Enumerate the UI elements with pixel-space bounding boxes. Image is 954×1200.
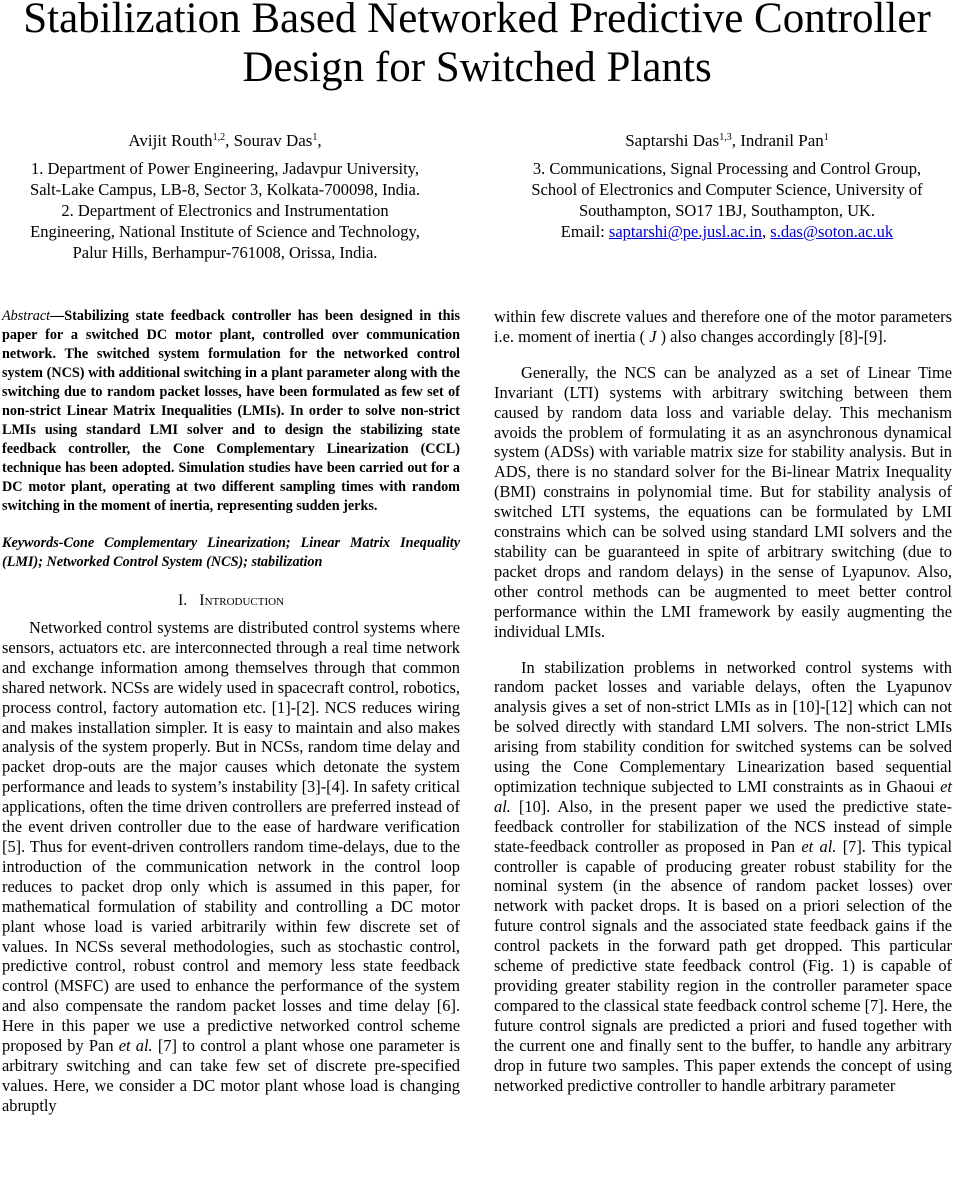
section-title: Introduction (199, 592, 285, 609)
title-line-2: Design for Switched Plants (242, 44, 712, 91)
paragraph-text: [7]. This typical controller is capable of producing greater robust stability for the nominal system (in the absence of random packet losses) over network with packet drops. It is based on a priori selection of the future control signals and the associated state feedback gains if the control packets in the forward path get dropped. This particular scheme of predictive state feedback control (Fig. 1) is capable of providing greater stability region in the controller parameter space compared to the classical state feedback control scheme [7]. Here, the future control signals are predicted a priori and fused together with the current one and finally sent to the buffer, to handle any arbitrary drop in future two samples. This paper extends the concept of using networked predictive controller to handle arbitrary parameter (494, 836, 952, 1095)
title-line-1: Stabilization Based Networked Predictive Controller (23, 0, 931, 42)
paragraph-text: ) also changes accordingly [8]-[9]. (656, 326, 887, 346)
author-block-right (500, 130, 954, 242)
author-superscript: 1 (823, 132, 829, 143)
left-column (2, 307, 460, 1116)
section-heading (2, 590, 460, 612)
paragraph (494, 307, 952, 347)
paragraph: Generally, the NCS can be analyzed as a set of Linear Time Invariant (LTI) systems with arbitrary switching between them caused by random data loss and variable delay. This mechanism avoids the problem of formulating it as an asynchronous dynamical system (ADSs) with variable matrix size for stability analysis. But in ADS, there is no standard solver for the Bi-linear Matrix Inequality (BMI) constrains in polynomial time. But for stability analysis of switched LTI systems, the equations can be formulated by LMI constrains which can be solved using standard LMI solvers and the stability can be guaranteed in spite of arbitrary switching (due to packet drops and random delays) in the sense of Lyapunov. Also, other control methods can be augmented to meet better control performance within the LMI framework by easily augmenting the individual LMIs. (494, 362, 952, 641)
author-block-left (0, 130, 450, 263)
affiliation-line: Southampton, SO17 1BJ, Southampton, UK. (578, 201, 876, 220)
affiliation-line: 1. Department of Power Engineering, Jadavpur University, (31, 159, 419, 178)
affiliation-line: 3. Communications, Signal Processing and Control Group, (532, 159, 922, 178)
affiliation-line: 2. Department of Electronics and Instrumentation (61, 201, 389, 220)
section-number: I. (177, 592, 188, 609)
author-separator: , (731, 131, 741, 150)
paper-title (0, 0, 954, 92)
affiliation-line: Engineering, National Institute of Science and Technology, (30, 222, 420, 241)
paragraph-text: within few discrete values and therefore one of the motor parameters i.e. moment of inertia ( (494, 307, 952, 346)
email-label: Email: (560, 222, 609, 241)
author-superscript: 1,2 (212, 132, 226, 143)
paragraph-text: [10]. Also, in the present paper we used the predictive state-feedback controller for stabilization of the NCS instead of simple state-feedback controller as proposed in Pan (494, 796, 952, 856)
author-separator: , (317, 131, 322, 150)
paragraph-gap (494, 642, 952, 658)
author-superscript: 1,3 (719, 132, 732, 143)
author-name: Indranil Pan (740, 131, 824, 150)
author-superscript: 1 (312, 132, 318, 143)
author-name: Saptarshi Das (625, 131, 720, 150)
abstract-text: —Stabilizing state feedback controller has been designed in this paper for a switched DC motor plant, controlled over communication network. The switched system formulation for the networked control system (NCS) with additional switching in a plant parameter along with the switching due to random packet losses, have been formulated as few set of non-strict Linear Matrix Inequalities (LMIs). In order to solve non-strict LMIs using standard LMI solver and to design the stabilizing state feedback controller, the Cone Complementary Linearization (CCL) technique has been adopted. Simulation studies have been carried out for a DC motor plant, operating at two different sampling times with random switching in the moment of inertia, representing sudden jerks. (2, 308, 460, 514)
email-line (500, 221, 954, 242)
author-names-right (500, 130, 954, 151)
abstract (2, 307, 460, 516)
email-link-1[interactable]: saptarshi@pe.jusl.ac.in (608, 222, 763, 241)
et-al: et al. (801, 836, 837, 856)
paragraph (494, 658, 952, 1096)
author-name: Sourav Das (233, 131, 313, 150)
email-separator: , (762, 222, 771, 241)
paragraph (2, 618, 460, 1116)
author-name: Avijit Routh (128, 131, 213, 150)
et-al: et al. (494, 776, 952, 816)
abstract-lead: Abstract (2, 308, 51, 324)
author-separator: , (225, 131, 234, 150)
et-al: et al. (118, 1036, 153, 1056)
paragraph-text: [7] to control a plant whose one parameter is arbitrary switching and can take few set of discrete pre-specified values. Here, we consider a DC motor plant whose load is changing abruptly (2, 1036, 461, 1115)
author-names-left (0, 130, 450, 151)
email-link-2[interactable]: s.das@soton.ac.uk (770, 222, 894, 241)
affiliation-line: Palur Hills, Berhampur-761008, Orissa, India. (72, 243, 378, 262)
affiliation-line: Salt-Lake Campus, LB-8, Sector 3, Kolkata-700098, India. (30, 180, 420, 199)
math-symbol: J (649, 326, 657, 346)
paragraph-text: Networked control systems are distributed control systems where sensors, actuators etc. are interconnected through a real time network and exchange information among themselves through that common shared network. NCSs are widely used in spacecraft control, robotics, process control, factory automation etc. [1]-[2]. NCS reduces wiring and makes installation simpler. It is easy to maintain and also makes analysis of the system properly. But in NCSs, random time delay and packet drop-outs are the major causes which detonate the system performance and leads to system’s instability [3]-[4]. In safety critical applications, often the time driven controllers are preferred instead of the event driven controller due to the ease of hardware verification [5]. Thus for event-driven controllers random time-delays, due to the introduction of the communication network in the control loop reduces to packet drop only which is assumed in this paper, for mathematical formulation of stability and controlling a DC motor plant whose load is varied arbitrarily within few discrete set of values. In NCSs several methodologies, such as stochastic control, predictive control, robust control and memory less state feedback control (MSFC) are used to enhance the performance of the system and also compensate the random packet losses and time delay [6]. Here in this paper we use a predictive networked control scheme proposed by Pan (2, 618, 460, 1056)
right-column (494, 307, 952, 1095)
affiliation-line: School of Electronics and Computer Science, University of (531, 180, 923, 199)
paragraph-gap (494, 347, 952, 363)
paragraph-text: In stabilization problems in networked control systems with random packet losses and variable delays, often the Lyapunov analysis gives a set of non-strict LMIs as in [10]-[12] which can not be solved directly with standard LMI solvers. The non-strict LMIs arising from stability condition for switched systems can be solved using the Cone Complementary Linearization based sequential optimization technique subjected to LMI constraints as in Ghaoui (494, 657, 952, 796)
keywords: Keywords-Cone Complementary Linearization; Linear Matrix Inequality (LMI); Networked Control System (NCS); stabilization (2, 535, 460, 570)
